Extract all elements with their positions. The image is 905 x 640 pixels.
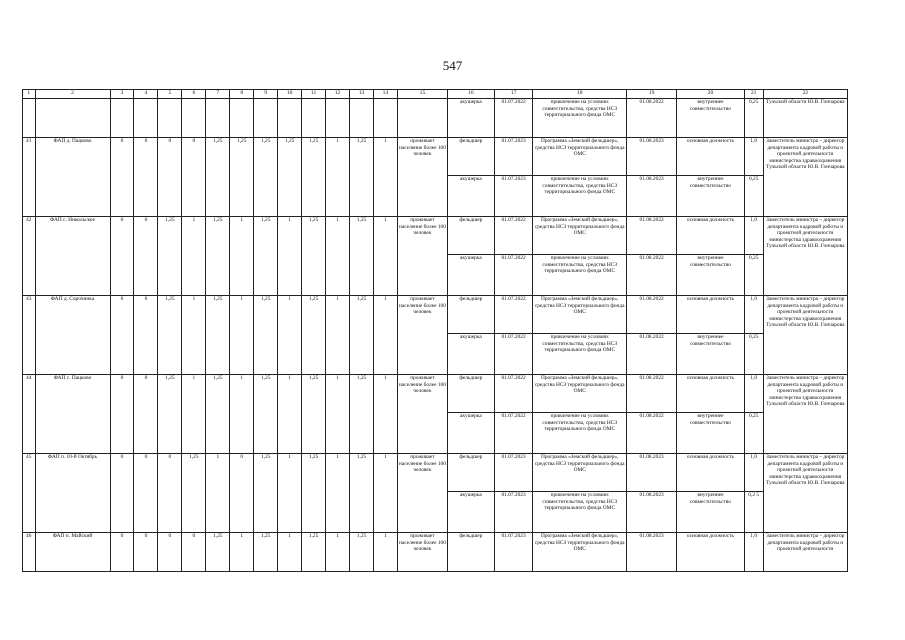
value-cell: 1,25 [254, 375, 278, 454]
employment-type-cell: внутреннее совместительство [677, 334, 745, 375]
column-number: 4 [134, 90, 158, 99]
value-cell: 0 [110, 454, 134, 533]
value-cell: 0 [158, 454, 182, 533]
value-cell: 1 [373, 454, 397, 533]
column-number: 10 [278, 90, 302, 99]
column-number: 11 [302, 90, 326, 99]
value-cell: 1 [278, 217, 302, 296]
value-cell: 0 [110, 296, 134, 375]
rate-cell: 1,0 [744, 454, 763, 492]
table-row [23, 99, 848, 138]
responsible-cell: Заместитель министра – директор департамента кадровой работы и проектной деятельности министерства здравоохранения Тульской области Ю.В. Гончарова [763, 296, 847, 375]
empty-cell [35, 99, 110, 138]
row-number-cell: 44 [23, 375, 36, 454]
column-number: 9 [254, 90, 278, 99]
rate-cell: 1,0 [744, 296, 763, 334]
hire-date-cell: 01.08.2022 [627, 99, 677, 138]
value-cell: 1,25 [254, 296, 278, 375]
column-number: 5 [158, 90, 182, 99]
table-row [23, 533, 848, 572]
value-cell: 0 [110, 138, 134, 217]
start-date-cell: 01.07.2022 [494, 217, 533, 255]
empty-cell [158, 99, 182, 138]
value-cell: 1,25 [350, 454, 374, 533]
rate-cell: 0,25 [744, 334, 763, 375]
value-cell: 1,25 [206, 296, 230, 375]
empty-cell [302, 99, 326, 138]
column-number: 3 [110, 90, 134, 99]
column-number: 1 [23, 90, 36, 99]
column-number: 15 [397, 90, 447, 99]
facility-name-cell: ФАП п. Майский [35, 533, 110, 572]
hire-date-cell: 01.08.2022 [627, 375, 677, 413]
value-cell: 1 [182, 296, 206, 375]
value-cell: 1 [278, 296, 302, 375]
column-number: 16 [447, 90, 494, 99]
column-number: 18 [533, 90, 627, 99]
start-date-cell: 01.07.2023 [494, 492, 533, 533]
value-cell: 1 [182, 375, 206, 454]
empty-cell [230, 99, 254, 138]
hire-date-cell: 01.08.2023 [627, 454, 677, 492]
page-number: 547 [442, 58, 463, 73]
population-note-cell: проживает население более 100 человек [397, 375, 447, 454]
column-number: 8 [230, 90, 254, 99]
position-cell: фельдшер [447, 454, 494, 492]
value-cell: 1,25 [302, 533, 326, 572]
header-row [23, 90, 848, 99]
employment-type-cell: внутреннее совместительство [677, 492, 745, 533]
facility-name-cell: ФАП с. Пацково [35, 375, 110, 454]
position-cell: акушерка [447, 99, 494, 138]
value-cell: 1,25 [230, 138, 254, 217]
employment-type-cell: основная должность [677, 217, 745, 255]
row-number-cell: 46 [23, 533, 36, 572]
funding-source-cell: Программа «Земский фельдшер», средства НСЗ территориального фонда ОМС [533, 533, 627, 572]
value-cell: 0 [134, 375, 158, 454]
start-date-cell: 01.07.2022 [494, 296, 533, 334]
column-number: 21 [744, 90, 763, 99]
position-cell: акушерка [447, 334, 494, 375]
value-cell: 1,25 [350, 375, 374, 454]
position-cell: фельдшер [447, 296, 494, 334]
value-cell: 0 [110, 375, 134, 454]
value-cell: 0 [182, 138, 206, 217]
start-date-cell: 01.07.2023 [494, 533, 533, 572]
value-cell: 1,25 [350, 217, 374, 296]
empty-cell [254, 99, 278, 138]
hire-date-cell: 01.08.2022 [627, 217, 677, 255]
value-cell: 1,25 [206, 217, 230, 296]
empty-cell [373, 99, 397, 138]
value-cell: 1,25 [302, 296, 326, 375]
rate-cell: 1,0 [744, 533, 763, 572]
position-cell: акушерка [447, 255, 494, 296]
empty-cell [278, 99, 302, 138]
empty-cell [110, 99, 134, 138]
table-row [23, 296, 848, 334]
value-cell: 1,25 [206, 138, 230, 217]
position-cell: фельдшер [447, 217, 494, 255]
column-number: 17 [494, 90, 533, 99]
hire-date-cell: 01.08.2022 [627, 255, 677, 296]
value-cell: 0 [182, 533, 206, 572]
population-note-cell: проживает население более 100 человек [397, 296, 447, 375]
population-note-cell: проживает население более 100 человек [397, 217, 447, 296]
empty-cell [326, 99, 350, 138]
value-cell: 1,25 [350, 296, 374, 375]
value-cell: 1 [326, 375, 350, 454]
funding-source-cell: Программа «Земский фельдшер», средства НСЗ территориального фонда ОМС [533, 296, 627, 334]
table-row [23, 454, 848, 492]
empty-cell [134, 99, 158, 138]
value-cell: 1 [230, 217, 254, 296]
value-cell: 1,25 [206, 375, 230, 454]
employment-type-cell: внутреннее совместительство [677, 99, 745, 138]
empty-cell [350, 99, 374, 138]
value-cell: 1 [230, 533, 254, 572]
start-date-cell: 01.07.2022 [494, 334, 533, 375]
value-cell: 1,25 [158, 217, 182, 296]
value-cell: 1 [373, 296, 397, 375]
hire-date-cell: 01.08.2022 [627, 413, 677, 454]
position-cell: акушерка [447, 176, 494, 217]
column-number: 22 [763, 90, 847, 99]
value-cell: 1,25 [302, 375, 326, 454]
column-number: 14 [373, 90, 397, 99]
start-date-cell: 01.07.2022 [494, 413, 533, 454]
hire-date-cell: 01.08.2022 [627, 296, 677, 334]
rate-cell: 0,25 [744, 99, 763, 138]
employment-type-cell: внутреннее совместительство [677, 176, 745, 217]
value-cell: 1 [373, 533, 397, 572]
funding-source-cell: Программа «Земский фельдшер», средства НСЗ территориального фонда ОМС [533, 375, 627, 413]
value-cell: 1 [230, 296, 254, 375]
facility-name-cell: ФАП с. Никольское [35, 217, 110, 296]
value-cell: 1 [182, 217, 206, 296]
value-cell: 1,25 [182, 454, 206, 533]
value-cell: 1,25 [278, 138, 302, 217]
value-cell: 0 [110, 217, 134, 296]
value-cell: 1,25 [350, 138, 374, 217]
responsible-cell: Заместитель министра – директор департамента кадровой работы и проектной деятельности министерства здравоохранения Тульской области Ю.В. Гончарова [763, 375, 847, 454]
value-cell: 1,25 [158, 375, 182, 454]
row-number-cell: 42 [23, 217, 36, 296]
employment-type-cell: внутреннее совместительство [677, 413, 745, 454]
table-row [23, 217, 848, 255]
responsible-cell: Заместитель министра – директор департамента кадровой работы и проектной деятельности министерства здравоохранения Тульской области Ю.В. Гончарова [763, 138, 847, 217]
responsible-cell: Тульской области Ю.В. Гончарова [763, 99, 847, 138]
value-cell: 1,25 [254, 533, 278, 572]
responsible-cell: Заместитель министра – директор департамента кадровой работы и проектной деятельности министерства здравоохранения Тульской области Ю.В. Гончарова [763, 217, 847, 296]
value-cell: 1 [326, 296, 350, 375]
position-cell: фельдшер [447, 138, 494, 176]
responsible-cell: Заместитель министра – директор департамента кадровой работы и проектной деятельности [763, 533, 847, 572]
hire-date-cell: 01.08.2022 [627, 334, 677, 375]
facility-name-cell: ФАП п. 10-й Октябрь [35, 454, 110, 533]
employment-type-cell: внутреннее совместительство [677, 255, 745, 296]
row-number-cell: 45 [23, 454, 36, 533]
column-number: 13 [350, 90, 374, 99]
start-date-cell: 01.07.2023 [494, 138, 533, 176]
value-cell: 1 [373, 217, 397, 296]
funding-source-cell: привлечение на условиях совместительства, средства НСЗ территориального фонда ОМС [533, 413, 627, 454]
value-cell: 1,25 [254, 217, 278, 296]
value-cell: 1 [278, 454, 302, 533]
population-note-cell: проживает население более 100 человек [397, 138, 447, 217]
position-cell: фельдшер [447, 533, 494, 572]
table-row [23, 375, 848, 413]
value-cell: 1 [278, 375, 302, 454]
employment-type-cell: основная должность [677, 375, 745, 413]
rate-cell: 0,25 [744, 176, 763, 217]
funding-source-cell: Программа «Земский фельдшер», средства НСЗ территориального фонда ОМС [533, 217, 627, 255]
start-date-cell: 01.07.2022 [494, 99, 533, 138]
position-cell: фельдшер [447, 375, 494, 413]
row-number-cell: 41 [23, 138, 36, 217]
position-cell: акушерка [447, 413, 494, 454]
start-date-cell: 01.07.2022 [494, 375, 533, 413]
funding-source-cell: привлечение на условиях совместительства, средства НСЗ территориального фонда ОМС [533, 334, 627, 375]
value-cell: 0 [134, 217, 158, 296]
staffing-table [22, 89, 848, 572]
funding-source-cell: привлечение на условиях совместительства, средства НСЗ территориального фонда ОМС [533, 99, 627, 138]
value-cell: 1 [373, 375, 397, 454]
funding-source-cell: Программа «Земский фельдшер», средства НСЗ территориального фонда ОМС [533, 138, 627, 176]
population-note-cell: проживает население более 100 человек [397, 533, 447, 572]
hire-date-cell: 01.08.2023 [627, 492, 677, 533]
value-cell: 1 [373, 138, 397, 217]
value-cell: 0 [158, 533, 182, 572]
value-cell: 1,25 [302, 454, 326, 533]
rate-cell: 0,25 [744, 255, 763, 296]
value-cell: 0 [110, 533, 134, 572]
employment-type-cell: основная должность [677, 533, 745, 572]
column-number: 7 [206, 90, 230, 99]
rate-cell: 1,0 [744, 375, 763, 413]
value-cell: 1,25 [302, 138, 326, 217]
facility-name-cell: ФАП д. Сорочинка [35, 296, 110, 375]
employment-type-cell: основная должность [677, 454, 745, 492]
hire-date-cell: 01.08.2023 [627, 138, 677, 176]
empty-cell [397, 99, 447, 138]
hire-date-cell: 01.08.2023 [627, 176, 677, 217]
row-number-cell: 43 [23, 296, 36, 375]
value-cell: 1,25 [254, 454, 278, 533]
start-date-cell: 01.07.2023 [494, 176, 533, 217]
funding-source-cell: привлечение на условиях совместительства, средства НСЗ территориального фонда ОМС [533, 176, 627, 217]
value-cell: 1 [206, 454, 230, 533]
value-cell: 0 [134, 138, 158, 217]
value-cell: 1 [230, 375, 254, 454]
value-cell: 1 [326, 138, 350, 217]
value-cell: 1,25 [350, 533, 374, 572]
value-cell: 1,25 [254, 138, 278, 217]
value-cell: 1 [278, 533, 302, 572]
position-cell: акушерка [447, 492, 494, 533]
value-cell: 1,25 [158, 296, 182, 375]
value-cell: 0 [134, 454, 158, 533]
rate-cell: 1,0 [744, 138, 763, 176]
employment-type-cell: основная должность [677, 138, 745, 176]
column-number: 20 [677, 90, 745, 99]
population-note-cell: проживает население более 100 человек [397, 454, 447, 533]
value-cell: 0 [230, 454, 254, 533]
value-cell: 0 [158, 138, 182, 217]
empty-cell [182, 99, 206, 138]
rate-cell: 1,0 [744, 217, 763, 255]
empty-cell [23, 99, 36, 138]
column-number: 6 [182, 90, 206, 99]
rate-cell: 0,2 5 [744, 492, 763, 533]
value-cell: 0 [134, 296, 158, 375]
start-date-cell: 01.07.2023 [494, 454, 533, 492]
hire-date-cell: 01.08.2023 [627, 533, 677, 572]
table-row [23, 138, 848, 176]
funding-source-cell: привлечение на условиях совместительства, средства НСЗ территориального фонда ОМС [533, 255, 627, 296]
start-date-cell: 01.07.2022 [494, 255, 533, 296]
empty-cell [206, 99, 230, 138]
column-number: 2 [35, 90, 110, 99]
column-number: 19 [627, 90, 677, 99]
column-number: 12 [326, 90, 350, 99]
value-cell: 1,25 [302, 217, 326, 296]
value-cell: 0 [134, 533, 158, 572]
value-cell: 1,25 [206, 533, 230, 572]
funding-source-cell: привлечение на условиях совместительства, средства НСЗ территориального фонда ОМС [533, 492, 627, 533]
funding-source-cell: Программа «Земский фельдшер», средства НСЗ территориального фонда ОМС [533, 454, 627, 492]
responsible-cell: Заместитель министра – директор департамента кадровой работы и проектной деятельности министерства здравоохранения Тульской области Ю.В. Гончарова [763, 454, 847, 533]
value-cell: 1 [326, 533, 350, 572]
facility-name-cell: ФАП д. Пацково [35, 138, 110, 217]
employment-type-cell: основная должность [677, 296, 745, 334]
rate-cell: 0,25 [744, 413, 763, 454]
value-cell: 1 [326, 217, 350, 296]
value-cell: 1 [326, 454, 350, 533]
